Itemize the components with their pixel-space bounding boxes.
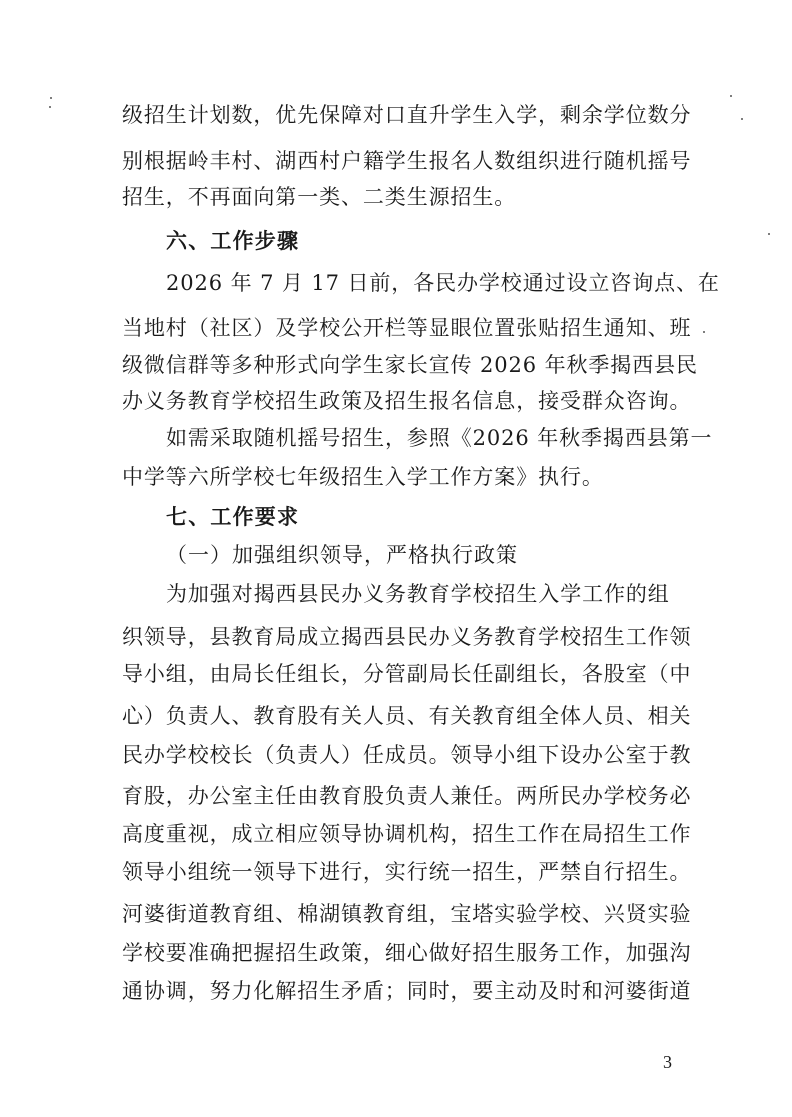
scan-speck — [50, 97, 52, 99]
scan-speck — [49, 106, 51, 108]
body-line: 学校要准确把握招生政策，细心做好招生服务工作，加强沟 — [122, 941, 692, 965]
body-line: 心）负责人、教育股有关人员、有关教育组全体人员、相关 — [122, 704, 692, 728]
body-line: 2026 年 7 月 17 日前，各民办学校通过设立咨询点、在 — [166, 271, 720, 295]
page-number: 3 — [663, 1052, 672, 1072]
body-line: 为加强对揭西县民办义务教育学校招生入学工作的组 — [166, 582, 670, 606]
body-line: 别根据岭丰村、湖西村户籍学生报名人数组织进行随机摇号 — [122, 149, 692, 173]
body-line: 如需采取随机摇号招生，参照《2026 年秋季揭西县第一 — [166, 426, 713, 450]
body-line: 河婆街道教育组、棉湖镇教育组，宝塔实验学校、兴贤实验 — [122, 902, 692, 926]
scan-speck — [730, 95, 732, 97]
section-heading-six: 六、工作步骤 — [166, 228, 300, 253]
body-line: 育股，办公室主任由教育股负责人兼任。两所民办学校务必 — [122, 784, 692, 808]
scan-speck — [703, 331, 705, 333]
body-line: 织领导，县教育局成立揭西县民办义务教育学校招生工作领 — [122, 625, 692, 649]
scan-speck — [768, 233, 770, 235]
body-line: 领导小组统一领导下进行，实行统一招生，严禁自行招生。 — [122, 860, 692, 884]
body-line: 招生，不再面向第一类、二类生源招生。 — [122, 185, 517, 209]
scan-speck — [741, 118, 743, 120]
body-line: 高度重视，成立相应领导协调机构，招生工作在局招生工作 — [122, 822, 692, 846]
body-line: 通协调，努力化解招生矛盾；同时，要主动及时和河婆街道 — [122, 979, 692, 1003]
section-heading-seven: 七、工作要求 — [166, 504, 300, 529]
body-line: 办义务教育学校招生政策及招生报名信息，接受群众咨询。 — [122, 389, 692, 413]
body-line: 当地村（社区）及学校公开栏等显眼位置张贴招生通知、班 — [122, 316, 692, 340]
body-line: 中学等六所学校七年级招生入学工作方案》执行。 — [122, 465, 604, 489]
body-line: 导小组，由局长任组长，分管副局长任副组长，各股室（中 — [122, 662, 692, 686]
body-line: 级招生计划数，优先保障对口直升学生入学，剩余学位数分 — [122, 103, 692, 127]
subsection-heading: （一）加强组织领导，严格执行政策 — [166, 543, 518, 567]
body-line: 民办学校校长（负责人）任成员。领导小组下设办公室于教 — [122, 743, 692, 767]
body-line: 级微信群等多种形式向学生家长宣传 2026 年秋季揭西县民 — [122, 353, 698, 377]
